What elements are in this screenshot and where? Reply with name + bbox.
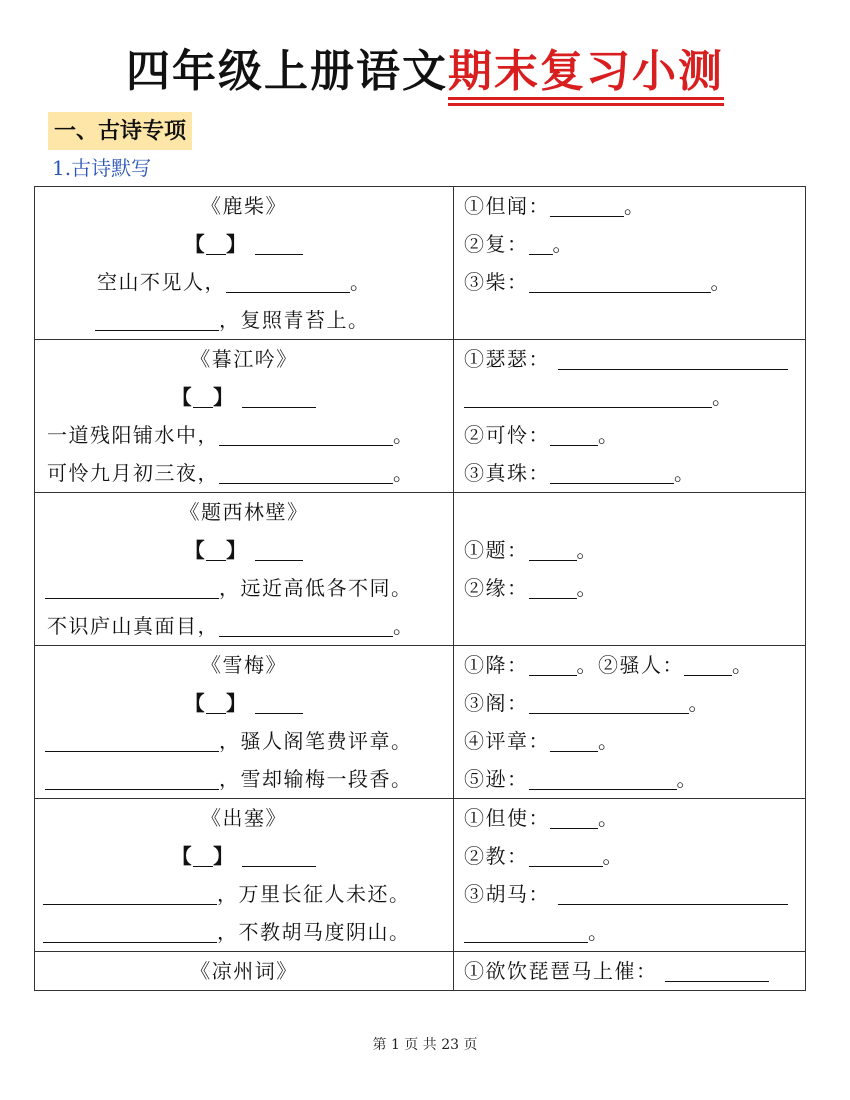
note-line: ①欲饮琵琶马上催： [454,952,805,990]
fill-blank[interactable] [529,266,711,293]
fill-blank[interactable] [529,649,577,676]
author-line: 【 】 [35,225,453,263]
notes-cell [454,646,806,799]
poem-title: 《题西林壁》 [179,500,309,524]
fill-blank[interactable] [45,763,219,790]
note-line: ②缘： 。 [454,569,805,607]
poem-cell [35,646,454,799]
fill-blank[interactable] [558,343,788,370]
author-blank[interactable] [255,228,303,255]
note-line: ②教： 。 [454,837,805,875]
note-line: ④评章： 。 [454,722,805,760]
page-title [0,40,850,104]
title-highlight [448,40,724,104]
note-line: ③胡马： [454,875,805,913]
note-line: ①但闻： 。 [454,187,805,225]
note-line: ②复： 。 [454,225,805,263]
note-line: ①题： 。 [454,531,805,569]
poem-row-chusai [35,799,806,952]
fill-blank[interactable] [43,916,217,943]
dynasty-blank[interactable] [206,534,226,561]
fill-blank[interactable] [529,687,689,714]
fill-blank[interactable] [665,955,769,982]
poem-title: 《雪梅》 [201,653,287,677]
notes-cell [454,799,806,952]
note-line: 。 [454,378,805,416]
poem-title: 《凉州词》 [190,959,298,983]
poem-cell [35,340,454,493]
dynasty-blank[interactable] [206,687,226,714]
fill-blank[interactable] [529,572,577,599]
poem-cell [35,493,454,646]
poem-title: 《出塞》 [201,806,287,830]
fill-blank[interactable] [45,572,219,599]
poem-line: 空山不见人， 。 [35,263,453,301]
fill-blank[interactable] [529,840,603,867]
poem-title: 《暮江吟》 [190,347,298,371]
poem-line: 一道残阳铺水中， 。 [35,416,453,454]
poem-cell [35,187,454,340]
fill-blank[interactable] [550,190,624,217]
fill-blank[interactable] [550,419,598,446]
note-line: 。 [454,913,805,951]
notes-cell [454,493,806,646]
poem-line: ，不教胡马度阴山。 [35,913,453,951]
author-line: 【 】 [35,837,453,875]
fill-blank[interactable] [219,419,393,446]
dynasty-blank[interactable] [193,381,213,408]
poem-line: 不识庐山真面目， 。 [35,607,453,645]
fill-blank[interactable] [219,457,393,484]
title-main: 四年级上册语文 [126,46,448,97]
note-line: ③阁： 。 [454,684,805,722]
poem-line: ，万里长征人未还。 [35,875,453,913]
fill-blank[interactable] [464,381,712,408]
note-line: ③真珠： 。 [454,454,805,492]
fill-blank[interactable] [219,610,393,637]
author-blank[interactable] [242,840,316,867]
subsection-heading: 1.古诗默写 [52,156,152,180]
poem-cell [35,799,454,952]
title-underline-double [448,103,724,106]
title-highlight-text: 期末复习小测 [448,46,724,97]
fill-blank[interactable] [684,649,732,676]
poem-row-mujiangyin [35,340,806,493]
fill-blank[interactable] [529,228,553,255]
fill-blank[interactable] [464,916,588,943]
fill-blank[interactable] [529,763,677,790]
section-heading: 一、古诗专项 [48,112,192,150]
note-line: ①降： 。②骚人： 。 [454,646,805,684]
notes-cell [454,952,806,991]
fill-blank[interactable] [550,802,598,829]
fill-blank[interactable] [550,457,674,484]
poem-line: ，远近高低各不同。 [35,569,453,607]
fill-blank[interactable] [550,725,598,752]
fill-blank[interactable] [529,534,577,561]
note-line: ⑤逊： 。 [454,760,805,798]
note-line: ①瑟瑟： [454,340,805,378]
fill-blank[interactable] [95,304,219,331]
note-line: ①但使： 。 [454,799,805,837]
poem-row-luchai [35,187,806,340]
author-line: 【 】 [35,378,453,416]
author-line: 【 】 [35,684,453,722]
poem-line: ，复照青苔上。 [35,301,453,339]
dynasty-blank[interactable] [193,840,213,867]
fill-blank[interactable] [43,878,217,905]
notes-cell [454,187,806,340]
author-blank[interactable] [242,381,316,408]
fill-blank[interactable] [45,725,219,752]
author-blank[interactable] [255,534,303,561]
poem-cell [35,952,454,991]
poem-row-xuemei [35,646,806,799]
fill-blank[interactable] [558,878,788,905]
fill-blank[interactable] [226,266,350,293]
author-blank[interactable] [255,687,303,714]
poem-row-liangzhouci [35,952,806,991]
author-line: 【 】 [35,531,453,569]
dynasty-blank[interactable] [206,228,226,255]
note-line: ③柴： 。 [454,263,805,301]
note-line: ②可怜： 。 [454,416,805,454]
title-underline [448,97,724,100]
poem-row-tixilinbi [35,493,806,646]
poem-line: ，雪却输梅一段香。 [35,760,453,798]
poem-line: 可怜九月初三夜， 。 [35,454,453,492]
poem-line: ，骚人阁笔费评章。 [35,722,453,760]
notes-cell [454,340,806,493]
poem-table [34,186,806,991]
poem-title: 《鹿柴》 [201,194,287,218]
page-footer: 第 1 页 共 23 页 [372,1037,478,1053]
